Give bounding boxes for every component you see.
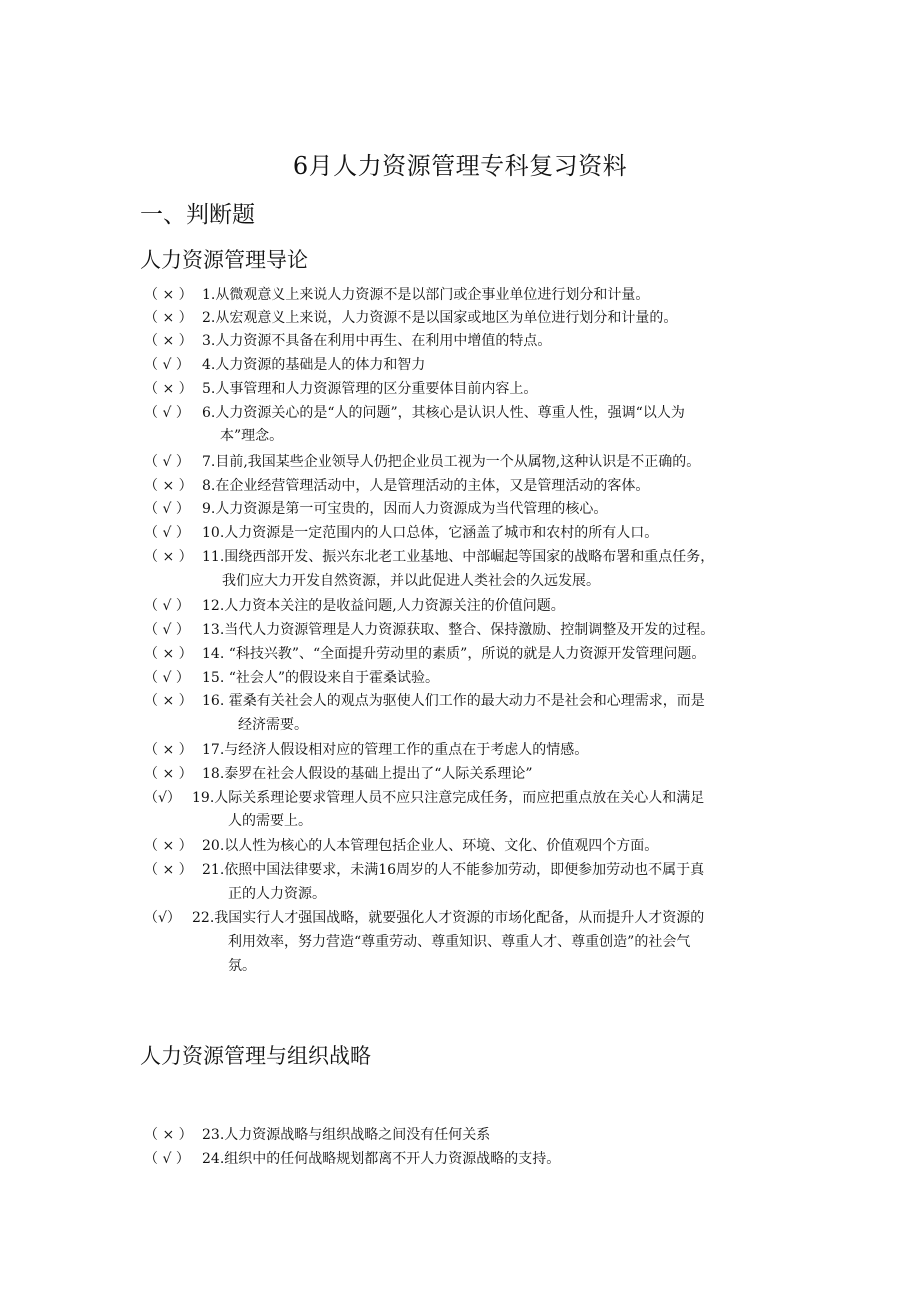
question-item-18: [144, 763, 804, 786]
answer-mark: （ √ ）: [144, 670, 190, 686]
question-text: 5.人事管理和人力资源管理的区分重要体目前内容上。: [202, 381, 538, 397]
question-text: 15. “社会人”的假设来自于霍桑试验。: [202, 670, 440, 686]
question-text-continuation: 正的人力资源。: [228, 886, 326, 902]
answer-mark: （ √ ）: [144, 501, 190, 517]
question-item-8: [144, 475, 804, 498]
answer-mark: （ × ）: [144, 549, 193, 565]
question-text-continuation: 人的需要上。: [228, 813, 312, 829]
question-text: 3.人力资源不具备在利用中再生、在利用中增值的特点。: [202, 333, 552, 349]
question-item-6: [144, 402, 804, 425]
question-item-12: [144, 595, 804, 618]
answer-mark: （ √ ）: [144, 357, 190, 373]
question-text: 9.人力资源是第一可宝贵的，因而人力资源成为当代管理的核心。: [202, 501, 608, 517]
question-item-2: [144, 307, 804, 330]
answer-mark: （ × ）: [144, 287, 193, 303]
question-text: 2.从宏观意义上来说，人力资源不是以国家或地区为单位进行划分和计量的。: [202, 310, 678, 326]
answer-mark: （ × ）: [144, 742, 193, 758]
answer-mark: （ √ ）: [144, 525, 190, 541]
question-text-continuation: 利用效率，努力营造“尊重劳动、尊重知识、尊重人才、尊重创造”的社会气: [228, 934, 691, 950]
answer-mark: （√）: [144, 910, 181, 926]
answer-mark: （ × ）: [144, 381, 193, 397]
question-text: 12.人力资本关注的是收益问题,人力资源关注的价值问题。: [202, 598, 565, 614]
question-text: 21.依照中国法律要求，未满16周岁的人不能参加劳动，即便参加劳动也不属于真: [202, 862, 705, 878]
answer-mark: （ √ ）: [144, 622, 190, 638]
answer-mark: （ √ ）: [144, 598, 190, 614]
question-item-4: [144, 354, 804, 377]
question-text: 24.组织中的任何战略规划都离不开人力资源战略的支持。: [202, 1151, 561, 1167]
answer-mark: （ × ）: [144, 766, 193, 782]
question-item-14: [144, 643, 804, 666]
question-item-24: [144, 1148, 804, 1171]
section-heading-judgment: 一、判断题: [140, 202, 255, 228]
answer-mark: （ × ）: [144, 646, 193, 662]
question-text: 16. 霍桑有关社会人的观点为驱使人们工作的最大动力不是社会和心理需求，而是: [202, 693, 705, 709]
question-item-10: [144, 522, 804, 545]
question-text: 4.人力资源的基础是人的体力和智力: [202, 357, 426, 373]
question-text-continuation: 本”理念。: [220, 428, 284, 444]
question-item-20: [144, 835, 804, 858]
question-item-22: [144, 907, 804, 930]
document-title: 6月人力资源管理专科复习资料: [292, 152, 628, 180]
subsection-heading-intro: 人力资源管理导论: [140, 248, 308, 272]
answer-mark: （ √ ）: [144, 405, 190, 421]
question-text: 22.我国实行人才强国战略，就要强化人才资源的市场化配备，从而提升人才资源的: [192, 910, 705, 926]
question-text: 13.当代人力资源管理是人力资源获取、整合、保持激励、控制调整及开发的过程。: [202, 622, 715, 638]
question-text: 11.围绕西部开发、振兴东北老工业基地、中部崛起等国家的战略布署和重点任务，: [202, 549, 715, 565]
question-text: 1.从微观意义上来说人力资源不是以部门或企事业单位进行划分和计量。: [202, 287, 650, 303]
question-item-21: [144, 859, 804, 882]
question-item-16: [144, 690, 804, 713]
question-item-7: [144, 451, 804, 474]
question-item-11: [144, 546, 804, 569]
question-item-3: [144, 330, 804, 353]
question-text: 8.在企业经营管理活动中，人是管理活动的主体，又是管理活动的客体。: [202, 478, 650, 494]
answer-mark: （ √ ）: [144, 1151, 190, 1167]
question-text: 18.泰罗在社会人假设的基础上提出了“人际关系理论”: [202, 766, 533, 782]
question-item-17: [144, 739, 804, 762]
question-text-continuation: 经济需要。: [238, 717, 308, 733]
question-text: 20.以人性为核心的人本管理包括企业人、环境、文化、价值观四个方面。: [202, 838, 659, 854]
subsection-heading-strategy: 人力资源管理与组织战略: [140, 1044, 371, 1068]
answer-mark: （ × ）: [144, 838, 193, 854]
question-text: 19.人际关系理论要求管理人员不应只注意完成任务，而应把重点放在关心人和满足: [192, 790, 705, 806]
question-item-9: [144, 498, 804, 521]
question-item-1: [144, 284, 804, 307]
question-text: 10.人力资源是一定范围内的人口总体，它涵盖了城市和农村的所有人口。: [202, 525, 659, 541]
answer-mark: （ × ）: [144, 1127, 193, 1143]
question-text: 7.目前,我国某些企业领导人仍把企业员工视为一个从属物,这种认识是不正确的。: [202, 454, 701, 470]
answer-mark: （ √ ）: [144, 454, 190, 470]
question-item-15: [144, 667, 804, 690]
answer-mark: （ × ）: [144, 478, 193, 494]
answer-mark: （ × ）: [144, 333, 193, 349]
question-item-13: [144, 619, 804, 642]
answer-mark: （ × ）: [144, 862, 193, 878]
question-text-continuation: 氛。: [228, 958, 256, 974]
question-text-continuation: 我们应大力开发自然资源，并以此促进人类社会的久远发展。: [222, 573, 600, 589]
question-text: 6.人力资源关心的是“人的问题”，其核心是认识人性、尊重人性，强调“以人为: [202, 405, 685, 421]
answer-mark: （ × ）: [144, 693, 193, 709]
question-item-23: [144, 1124, 804, 1147]
answer-mark: （ × ）: [144, 310, 193, 326]
answer-mark: （√）: [144, 790, 181, 806]
question-item-5: [144, 378, 804, 401]
question-text: 14. “科技兴教”、“全面提升劳动里的素质”，所说的就是人力资源开发管理问题。: [202, 646, 706, 662]
question-item-19: [144, 787, 804, 810]
question-text: 23.人力资源战略与组织战略之间没有任何关系: [202, 1127, 491, 1143]
question-text: 17.与经济人假设相对应的管理工作的重点在于考虑人的情感。: [202, 742, 589, 758]
